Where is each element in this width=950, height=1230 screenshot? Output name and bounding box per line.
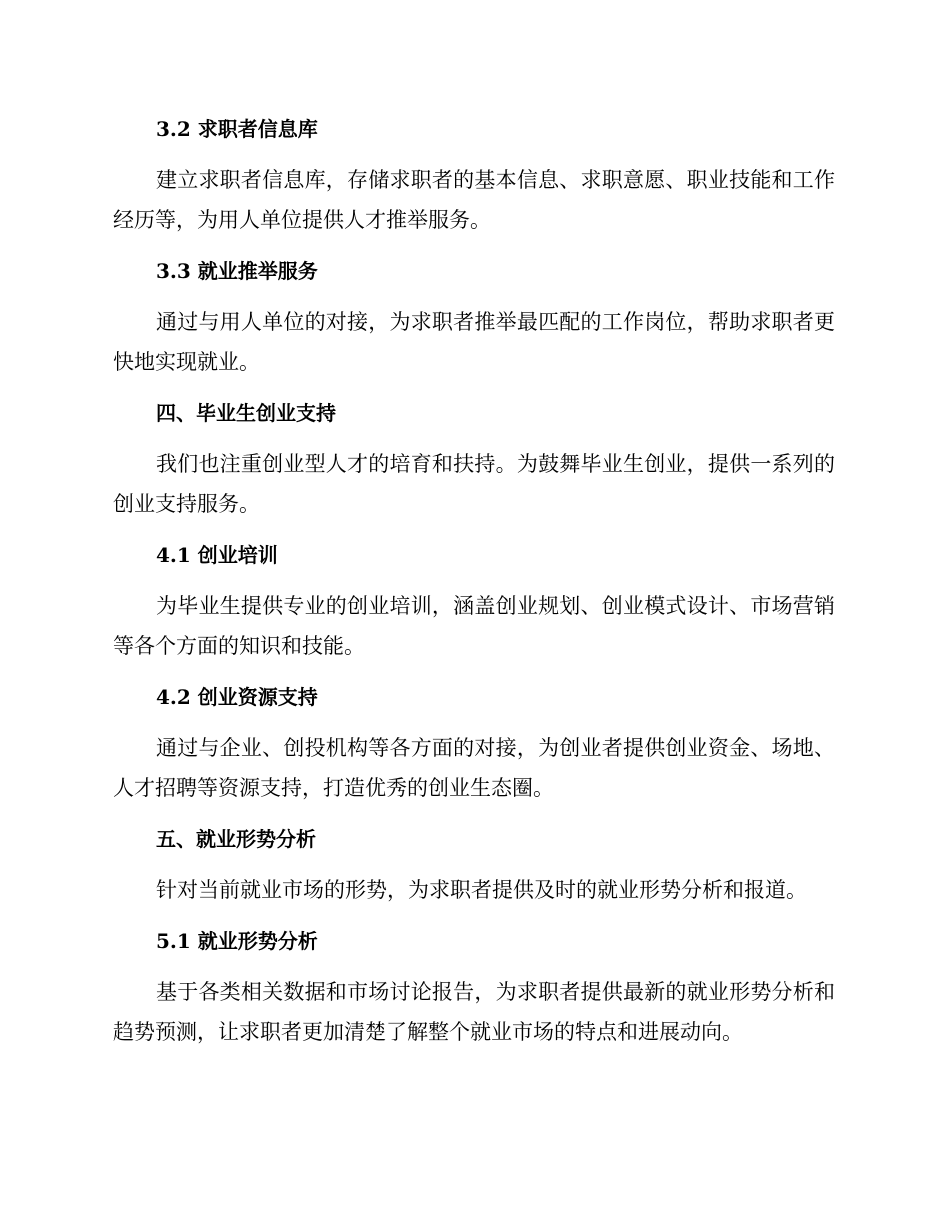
paragraph-employment-situation: 针对当前就业市场的形势，为求职者提供及时的就业形势分析和报道。	[156, 878, 807, 902]
paragraph-employment-referral: 通过与用人单位的对接，为求职者推举最匹配的工作岗位，帮助求职者更快地实现就业。	[113, 310, 835, 374]
section-heading-3-3: 3.3 就业推举服务	[156, 259, 318, 283]
document-page	[113, 108, 835, 1062]
paragraph-entrepreneurship-training: 为毕业生提供专业的创业培训，涵盖创业规划、创业模式设计、市场营销等各个方面的知识和技能。	[113, 594, 835, 658]
section-heading-5-1: 5.1 就业形势分析	[156, 929, 318, 953]
section-heading-3-2: 3.2 求职者信息库	[156, 117, 318, 141]
paragraph-entrepreneurship-resources: 通过与企业、创投机构等各方面的对接，为创业者提供创业资金、场地、人才招聘等资源支持，打造优秀的创业生态圈。	[113, 736, 835, 800]
section-heading-5: 五、就业形势分析	[156, 827, 316, 851]
paragraph-candidate-database: 建立求职者信息库，存储求职者的基本信息、求职意愿、职业技能和工作经历等，为用人单位提供人才推举服务。	[113, 168, 835, 232]
paragraph-entrepreneurship-support: 我们也注重创业型人才的培育和扶持。为鼓舞毕业生创业，提供一系列的创业支持服务。	[113, 452, 835, 516]
paragraph-situation-analysis: 基于各类相关数据和市场讨论报告，为求职者提供最新的就业形势分析和趋势预测，让求职者更加清楚了解整个就业市场的特点和进展动向。	[113, 980, 835, 1044]
section-heading-4-1: 4.1 创业培训	[156, 543, 278, 567]
section-heading-4-2: 4.2 创业资源支持	[156, 685, 318, 709]
section-heading-4: 四、毕业生创业支持	[156, 401, 336, 425]
